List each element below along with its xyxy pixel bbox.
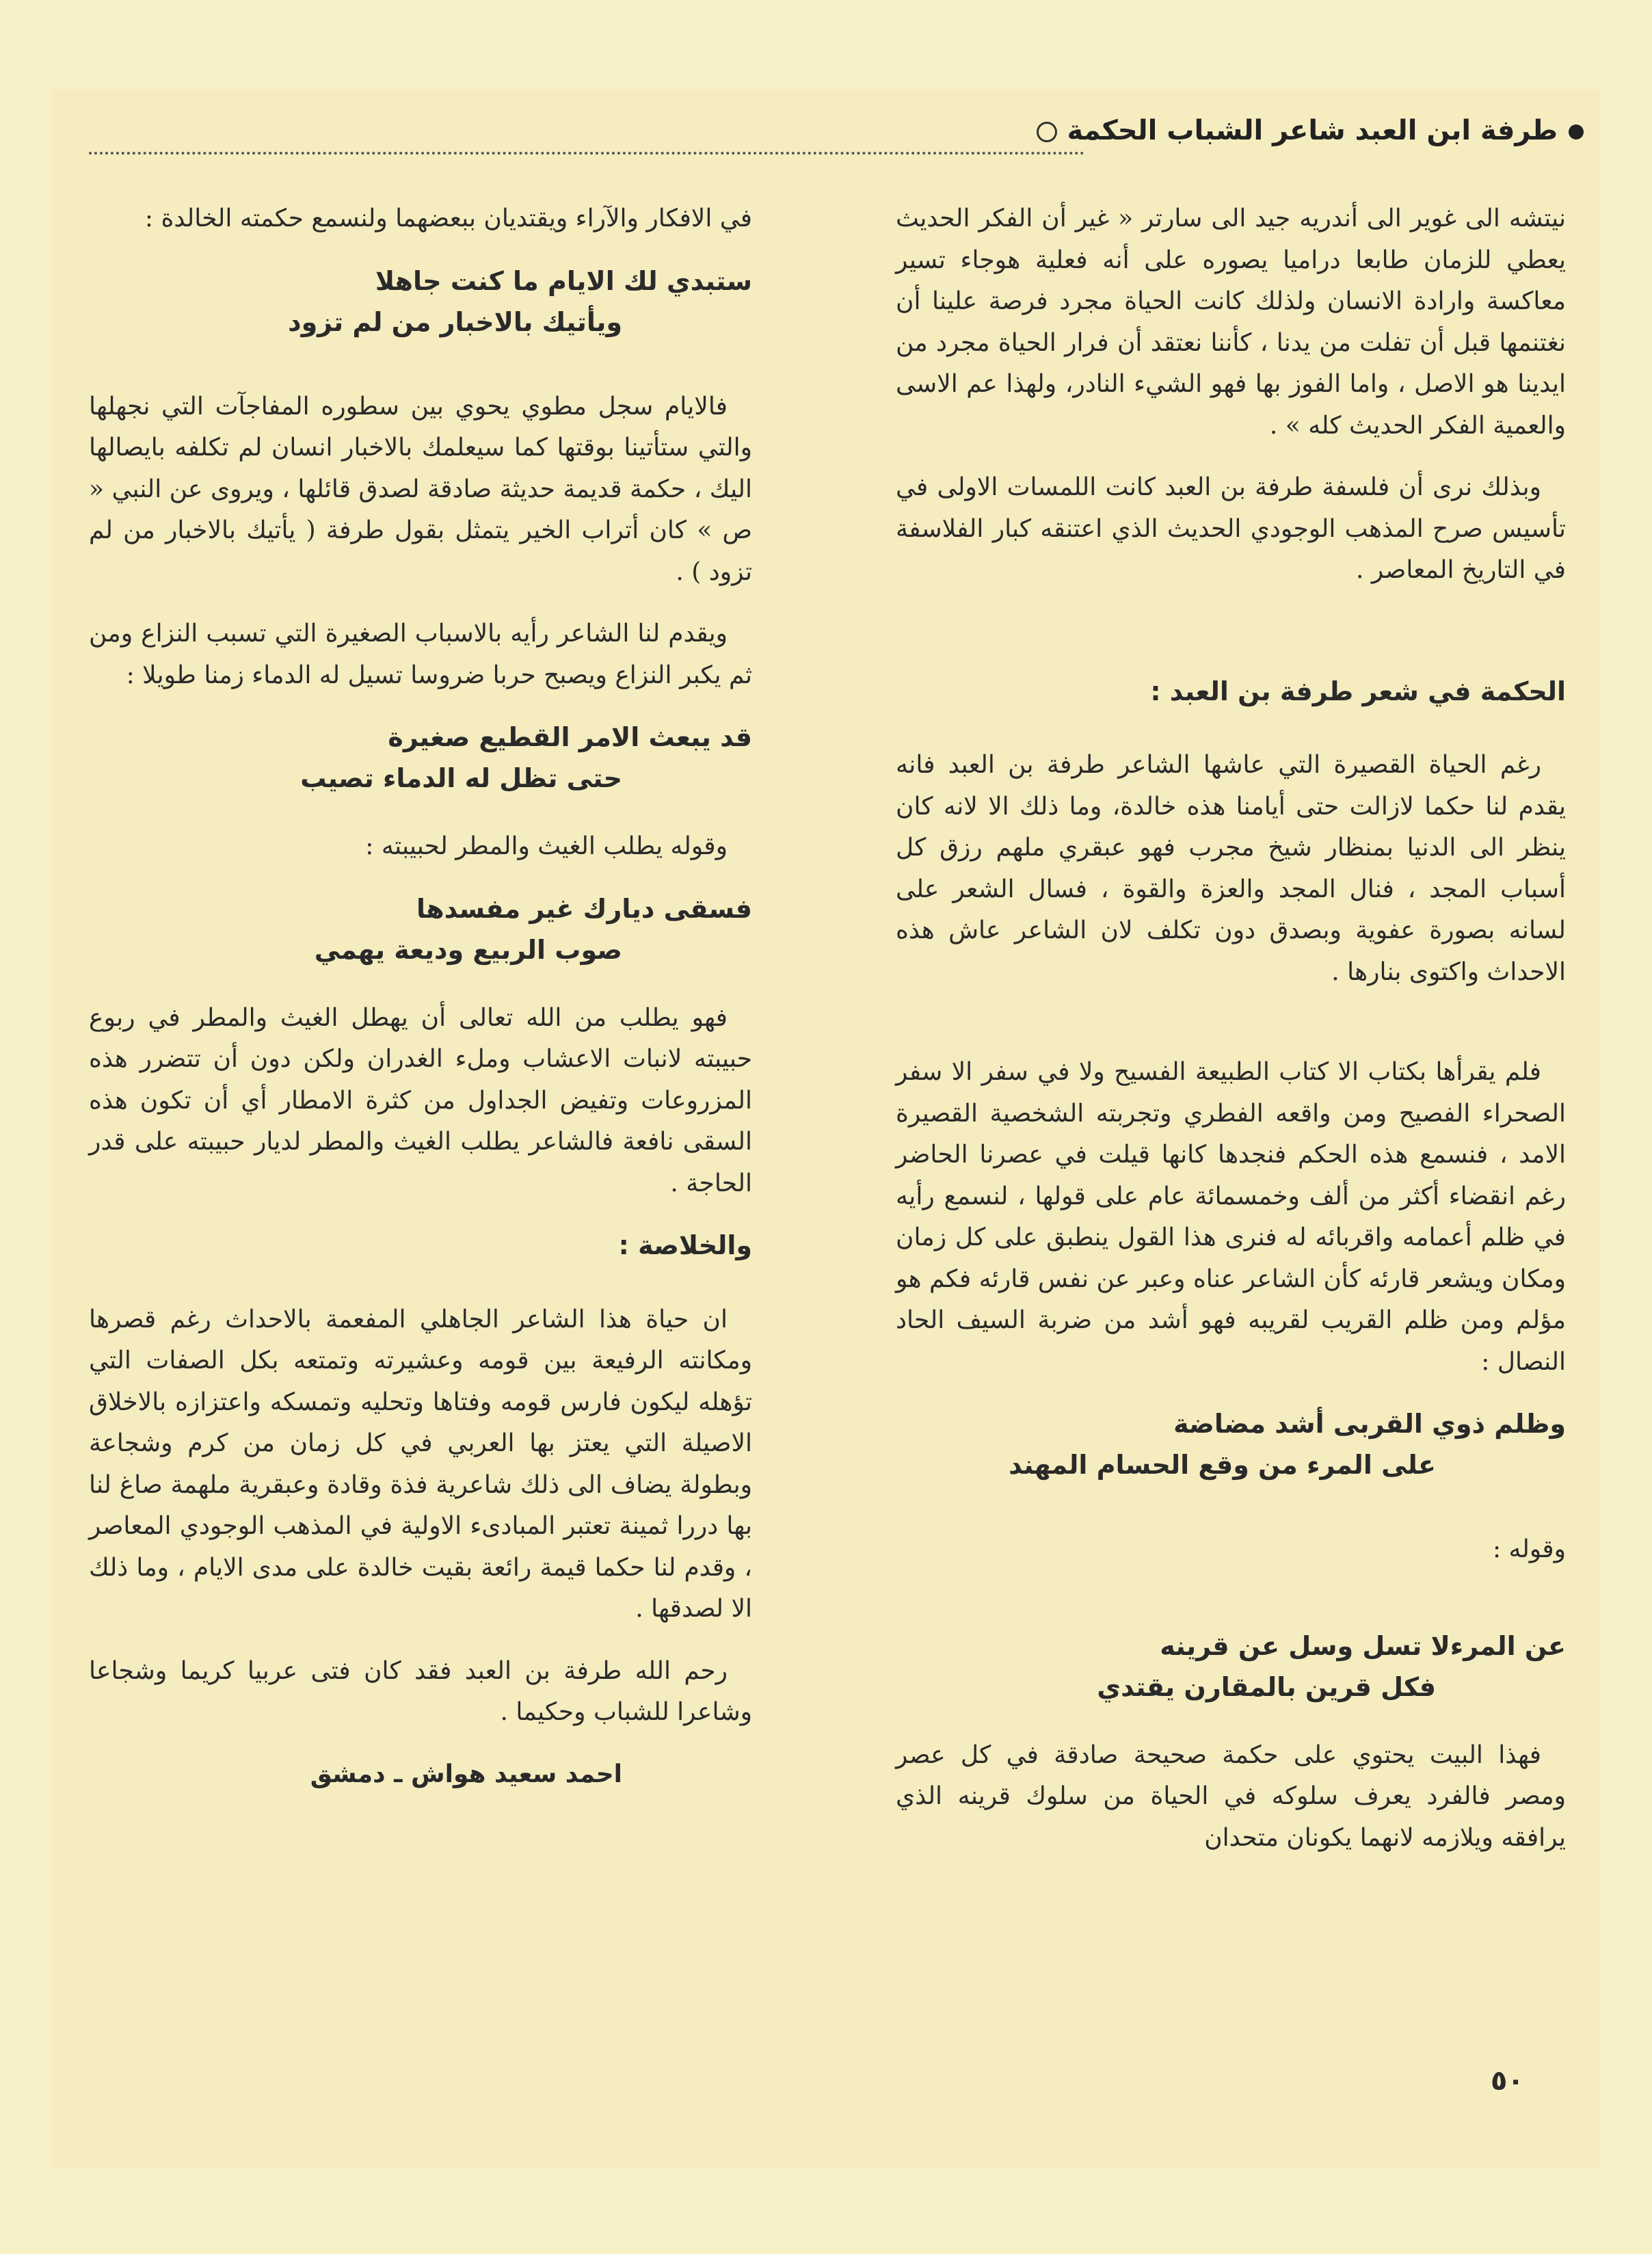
paragraph: ان حياة هذا الشاعر الجاهلي المفعمة بالاحداث رغم قصرها ومكانته الرفيعة بين قومه وعشيرته وتمتعه بكل الصفات التي تؤهله ليكون فارس قومه وفتاها وتحليه وتمسكه واعتزازه بالاخلاق الاصيلة التي يعتز بها العربي في كل زمان من كرم وشجاعة وبطولة يضاف الى ذلك شاعرية فذة وقادة وعبقرية ملهمة صاغ لنا بها دررا ثمينة تعتبر المبادىء الاولية في المذهب الوجودي المعاصر ، وقدم لنا حكما قيمة رائعة بقيت خالدة على مدى الايام ، وما ذلك الا لصدقها . (89, 1305, 752, 1623)
article-header (89, 115, 1584, 170)
verse-line: عن المرءلا تسل وسل عن قرينه (1160, 1630, 1566, 1661)
verse-line: فكل قرين بالمقارن يقتدي (1097, 1671, 1436, 1702)
verse-line: ويأتيك بالاخبار من لم تزود (288, 306, 622, 337)
article-title-text: طرفة ابن العبد شاعر الشباب الحكمة (1067, 115, 1558, 146)
author-signature: احمد سعيد هواش ـ دمشق (310, 1760, 622, 1788)
verse-line: قد يبعث الامر القطيع صغيرة (388, 722, 752, 752)
section-heading: والخلاصة : (618, 1230, 752, 1260)
page-number: ٥٠ (1491, 2065, 1524, 2097)
bullet-icon (1569, 124, 1584, 140)
verse-line: على المرء من وقع الحسام المهند (1009, 1450, 1436, 1480)
paragraph: فلم يقرأها بكتاب الا كتاب الطبيعة الفسيح ولا في سفر الا سفر الصحراء الفصيح ومن واقعه الفطري وتجربته الشخصية القصيرة الامد ، فنسمع هذه الحكم فنجدها كانها قيلت في عصرنا الحاضر رغم انقضاء أكثر من ألف وخمسمائة عام على قولها ، لنسمع رأيه في ظلم أعمامه واقربائه له فنرى هذا القول ينطبق على كل زمان ومكان ويشعر قارئه كأن الشاعر عناه وعبر عن نفس قارئه فكم هو مؤلم ومن ظلم القريب لقريبه فهو أشد من ضربة السيف الحاد النصال : (896, 1058, 1566, 1376)
paragraph: رحم الله طرفة بن العبد فقد كان فتى عربيا كريما وشجاعا وشاعرا للشباب وحكيما . (89, 1656, 752, 1726)
dotted-rule (89, 152, 1084, 155)
paragraph: ويقدم لنا الشاعر رأيه بالاسباب الصغيرة التي تسبب النزاع ومن ثم يكبر النزاع ويصبح حربا ضروسا تسيل له الدماء زمنا طويلا : (89, 620, 752, 689)
article-title (1037, 115, 1584, 146)
verse-line: وظلم ذوي القربى أشد مضاضة (1173, 1409, 1566, 1439)
paragraph: وقوله : (1492, 1535, 1566, 1563)
paragraph: فهذا البيت يحتوي على حكمة صحيحة صادقة في كل عصر ومصر فالفرد يعرف سلوكه في الحياة من سلوك قرينه الذي يرافقه ويلازمه لانهما يكونان متحدان (896, 1740, 1566, 1852)
poem-verse (89, 261, 752, 343)
verse-line: صوب الربيع وديعة يهمي (314, 934, 622, 965)
verse-line: فسقى ديارك غير مفسدها (416, 893, 752, 924)
poem-verse (896, 1403, 1566, 1485)
paragraph: وقوله يطلب الغيث والمطر لحبيبته : (365, 832, 728, 860)
verse-line: ستبدي لك الايام ما كنت جاهلا (375, 265, 752, 296)
poem-verse (89, 717, 752, 799)
paragraph: في الافكار والآراء ويقتديان ببعضهما ولنسمع حكمته الخالدة : (144, 204, 752, 233)
right-column (896, 198, 1566, 1879)
paragraph: نيتشه الى غوير الى أندريه جيد الى سارتر « غير أن الفكر الحديث يعطي للزمان طابعا دراميا يصوره على أنه فعلية هوجاء تسير معاكسة وارادة الانسان ولذلك كانت الحياة مجرد فرصة علينا أن نغتنمها قبل أن تفلت من يدنا ، كأننا نعتقد أن فرار الحياة مجرد من ايدينا هو الاصل ، واما الفوز بها فهو الشيء النادر، ولهذا عم الاسى والعمية الفكر الحديث كله » . (896, 204, 1566, 440)
paragraph: رغم الحياة القصيرة التي عاشها الشاعر طرفة بن العبد فانه يقدم لنا حكما لازالت حتى أيامنا هذه خالدة، وما ذلك الا لانه كان ينظر الى الدنيا بمنظار شيخ مجرب فهو عبقري ملهم رزق كل أسباب المجد ، فنال المجد والعزة والقوة ، فسال الشعر على لسانه بصورة عفوية وبصدق دون تكلف لان الشاعر عاش هذه الاحداث واكتوى بنارها . (896, 751, 1566, 986)
poem-verse (896, 1626, 1566, 1708)
paragraph: فهو يطلب من الله تعالى أن يهطل الغيث والمطر في ربوع حبيبته لانبات الاعشاب وملء الغدران ولكن دون أن تتضرر هذه المزروعات وتفيض الجداول من كثرة الامطار أي أن تكون هذه السقى نافعة فالشاعر يطلب الغيث والمطر لديار حبيبته على قدر الحاجة . (89, 1003, 752, 1197)
section-heading: الحكمة في شعر طرفة بن العبد : (1150, 676, 1566, 706)
poem-verse (89, 888, 752, 970)
verse-line: حتى تظل له الدماء تصيب (300, 763, 622, 793)
paragraph: فالايام سجل مطوي يحوي بين سطوره المفاجآت التي نجهلها والتي ستأتينا بوقتها كما سيعلمك بالاخبار انسان لم تكلفه بايصالها اليك ، حكمة قديمة حديثة صادقة لصدق قائلها ، ويروى عن النبي « ص » كان أتراب الخير يتمثل بقول طرفة ( يأتيك بالاخبار من لم تزود ) . (89, 392, 752, 586)
left-column (89, 198, 752, 1795)
ornament-icon (1037, 122, 1057, 142)
paragraph: وبذلك نرى أن فلسفة طرفة بن العبد كانت اللمسات الاولى في تأسيس صرح المذهب الوجودي الحديث الذي اعتنقه كبار الفلاسفة في التاريخ المعاصر . (896, 473, 1566, 584)
